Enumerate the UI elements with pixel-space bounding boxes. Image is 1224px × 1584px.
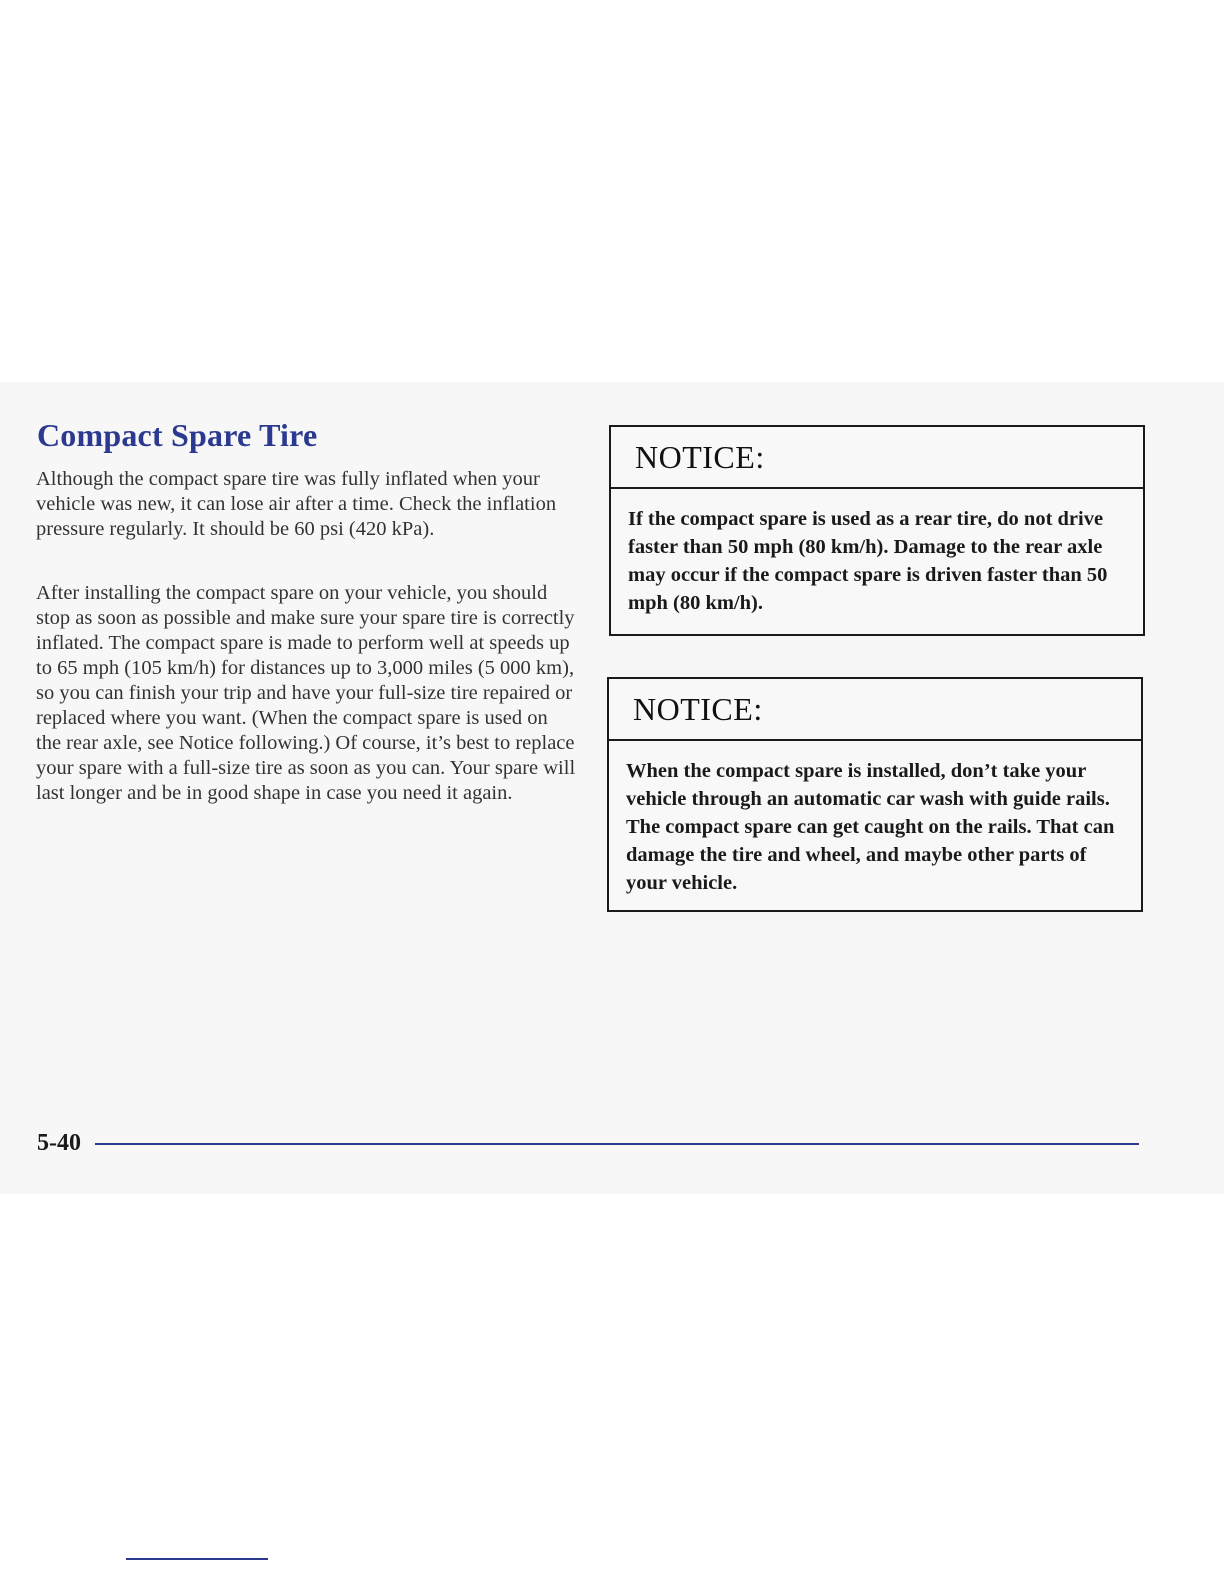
bottom-divider: [126, 1558, 268, 1560]
body-paragraph-inflation: Although the compact spare tire was fully inflated when your vehicle was new, it can lose air after a time. Check the inflation pressure regularly. It should be 60 psi (420 kPa).: [36, 468, 557, 540]
notice-box-rear-tire: [609, 425, 1145, 636]
notice-header: [611, 427, 1143, 489]
notice-heading: NOTICE:: [635, 438, 765, 475]
page-number: 5-40: [37, 1130, 81, 1156]
notice-header: [609, 679, 1141, 741]
notice-text: If the compact spare is used as a rear tire, do not drive faster than 50 mph (80 km/h). Damage to the rear axle may occur if the compact spare is driven faster than 50 mph (80 km/h).: [628, 508, 1108, 614]
section-title: Compact Spare Tire: [37, 417, 318, 453]
notice-text: When the compact spare is installed, don’t take your vehicle through an automatic car wash with guide rails. The compact spare can get caught on the rails. That can damage the tire and wheel, and maybe other parts of your vehicle.: [626, 760, 1115, 894]
notice-box-car-wash: [607, 677, 1143, 912]
notice-heading: NOTICE:: [633, 690, 763, 727]
body-paragraph-installation: After installing the compact spare on your vehicle, you should stop as soon as possible and make sure your spare tire is correctly inflated. The compact spare is made to perform well at speeds up to 65 mph (105 km/h) for distances up to 3,000 miles (5 000 km), so you can finish your trip and have your full-size tire repaired or replaced where you want. (When the compact spare is used on the rear axle, see Notice following.) Of course, it’s best to replace your spare with a full-size tire as soon as you can. Your spare will last longer and be in good shape in case you need it again.: [36, 582, 576, 804]
footer-rule: [95, 1143, 1139, 1145]
